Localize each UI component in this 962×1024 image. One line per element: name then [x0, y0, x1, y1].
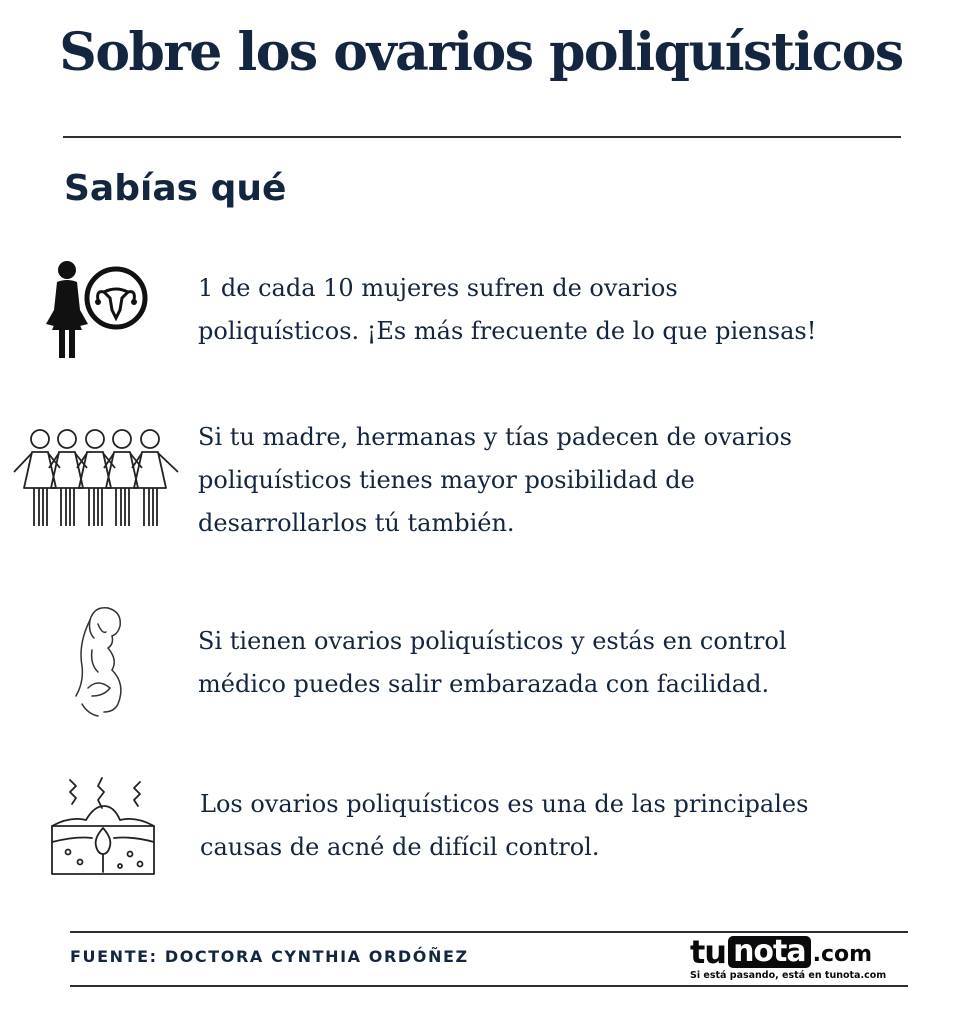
source-credit: FUENTE: DOCTORA CYNTHIA ORDÓÑEZ [70, 947, 469, 966]
logo-tu: tu [690, 933, 727, 971]
fact-text-2 [198, 416, 878, 545]
fact-3-line-2: médico puedes salir embarazada con facilidad. [198, 670, 770, 698]
fact-2-line-3: desarrollarlos tú también. [198, 509, 515, 537]
fact-1-line-2: poliquísticos. ¡Es más frecuente de lo que piensas! [198, 317, 817, 345]
page-title: Sobre los ovarios poliquísticos [59, 22, 903, 83]
fact-4-line-2: causas de acné de difícil control. [200, 833, 600, 861]
footer-divider-bottom [70, 985, 908, 987]
footer-divider-top [70, 931, 908, 933]
fact-2-line-2: poliquísticos tienes mayor posibilidad de [198, 466, 695, 494]
tunota-logo [690, 934, 900, 984]
women-group-icon [12, 428, 182, 532]
pregnant-woman-icon [68, 604, 128, 718]
top-divider [63, 136, 901, 138]
skin-acne-icon [50, 776, 156, 876]
fact-text-1 [198, 267, 878, 353]
fact-3-line-1: Si tienen ovarios poliquísticos y estás en control [198, 627, 787, 655]
fact-text-4 [200, 783, 880, 869]
section-heading: Sabías qué [64, 168, 287, 209]
fact-4-line-1: Los ovarios poliquísticos es una de las principales [200, 790, 809, 818]
fact-2-line-1: Si tu madre, hermanas y tías padecen de ovarios [198, 423, 792, 451]
woman-uterus-icon [44, 258, 150, 362]
logo-com: .com [812, 942, 873, 967]
logo-tagline: Si está pasando, está en tunota.com [690, 970, 887, 981]
fact-1-line-1: 1 de cada 10 mujeres sufren de ovarios [198, 274, 678, 302]
fact-text-3 [198, 620, 878, 706]
logo-nota: nota [728, 936, 811, 968]
